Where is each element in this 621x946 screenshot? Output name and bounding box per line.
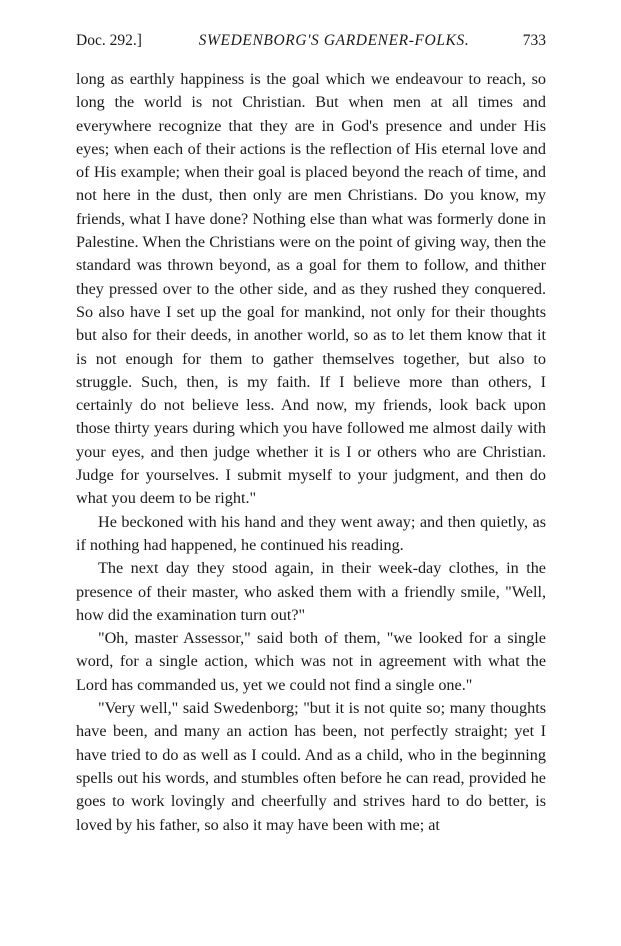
book-page: [76, 30, 546, 837]
running-head: [76, 30, 546, 52]
running-title: SWEDENBORG'S GARDENER-FOLKS.: [198, 32, 470, 49]
paragraph: "Oh, master Assessor," said both of them, "we looked for a single word, for a single action, which was not in agreement with what the Lord has commanded us, yet we could not find a single one.": [76, 629, 546, 694]
paragraph: The next day they stood again, in their week-day clothes, in the presence of their master, who asked them with a friendly smile, "Well, how did the examination turn out?": [76, 559, 546, 624]
document-number: Doc. 292.]: [76, 32, 142, 49]
paragraph: He beckoned with his hand and they went away; and then quietly, as if nothing had happened, he continued his reading.: [76, 512, 546, 554]
body-text: [76, 68, 546, 837]
paragraph-continued: long as earthly happiness is the goal which we endeavour to reach, so long the world is not Christian. But when men at all times and everywhere recognize that they are in God's presence and under His eyes; when each of their actions is the reflection of His eternal love and of His example; when their goal is placed beyond the reach of time, and not here in the dust, then only are men Christians. Do you know, my friends, what I have done? Nothing else than what was formerly done in Palestine. When the Christians were on the point of giving way, then the standard was thrown beyond, as a goal for them to follow, and thither they pressed over to the other side, and as they rushed they conquered. So also have I set up the goal for mankind, not only for their thoughts but also for their deeds, in another world, so as to let them know that it is not enough for them to gather themselves together, but also to struggle. Such, then, is my faith. If I believe more than others, I certainly do not believe less. And now, my friends, look back upon those thirty years during which you have followed me almost daily with your eyes, and then judge whether it is I or others who are Christian. Judge for yourselves. I submit myself to your judgment, and then do what you deem to be right.": [76, 70, 546, 508]
page-number: 733: [522, 32, 546, 49]
paragraph: "Very well," said Swedenborg; "but it is not quite so; many thoughts have been, and many an action has been, not perfectly straight; yet I have tried to do as well as I could. And as a child, who in the beginning spells out his words, and stumbles often before he can read, provided he goes to work lovingly and cheerfully and strives hard to do better, is loved by his father, so also it may have been with me; at: [76, 699, 546, 834]
